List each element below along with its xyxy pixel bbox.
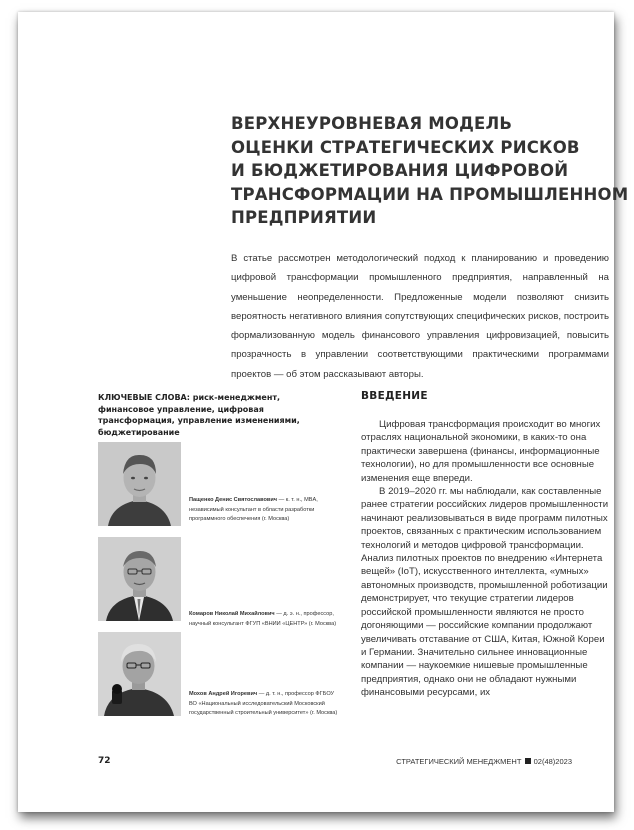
author-info: — д. т. н., профессор ФГБОУ ВО «Национальный исследовательский Московский государственный строительный университет» (г. Москва) — [189, 691, 338, 716]
keywords: КЛЮЧЕВЫЕ СЛОВА: риск-менеджмент, финансовое управление, цифровая трансформация, управление изменениями, бюджетирование — [98, 393, 300, 437]
article-title — [231, 112, 629, 230]
body-text — [361, 418, 611, 700]
page-number: 72 — [98, 756, 111, 766]
issue-number: 02(48)2023 — [533, 757, 572, 766]
section-heading: ВВЕДЕНИЕ — [361, 390, 428, 402]
body-paragraph: В 2019–2020 гг. мы наблюдали, как составленные ранее стратегии российских лидеров промышленности начинают реализовываться в виде программ пилотных проектов, связанных с практическим использованием технологий и методов цифровой трансформации. Анализ пилотных проектов по внедрению «Интернета вещей» (IoT), искусственного интеллекта, «умных» автономных производств, промышленной роботизации демонстрирует, что текущие стратегии лидеров российской промышленности являются не просто догоняющими — российские компании продолжают увеличивать отставание от США, Китая, Южной Кореи и Германии. Значительно сильнее инновационные компании — наукоемкие нишевые промышленные предприятия, однако они не обладают нужными финансовыми ресурсами, их — [361, 486, 609, 699]
author-photo-1 — [98, 442, 181, 526]
journal-page — [18, 12, 629, 812]
author-photo-3 — [98, 632, 181, 716]
title-line: ПРЕДПРИЯТИИ — [231, 208, 377, 227]
author-name: Пащенко Денис Святославович — [189, 497, 278, 503]
article-abstract: В статье рассмотрен методологический подход к планированию и проведению цифровой трансформации промышленного предприятия, направленный на уменьшение неопределенности. Предложенные модели позволяют снизить вероятность негативного влияния сопутствующих специфических рисков, построить формализованную модель финансового управления цифровизацией, повысить прозрачность в управлении соответствующими практическими программами проектов — об этом рассказывают авторы. — [231, 253, 609, 380]
author-info: — д. э. н., профессор, научный консультант ФГУП «ВНИИ «ЦЕНТР» (г. Москва) — [189, 611, 337, 627]
author-caption-1 — [189, 496, 341, 525]
running-footer — [396, 757, 572, 766]
body-paragraph: Цифровая трансформация происходит во многих отраслях национальной экономики, в каких-то она практически завершена (финансы, информационные технологии), но для промышленности все основные изменения еще впереди. — [361, 419, 601, 484]
title-line: И БЮДЖЕТИРОВАНИЯ ЦИФРОВОЙ — [231, 161, 569, 180]
title-line: ОЦЕНКИ СТРАТЕГИЧЕСКИХ РИСКОВ — [231, 137, 580, 157]
author-name: Мохов Андрей Игоревич — [189, 691, 258, 697]
author-photo-2 — [98, 537, 181, 621]
title-line: ВЕРХНЕУРОВНЕВАЯ МОДЕЛЬ — [231, 114, 513, 133]
author-name: Комаров Николай Михайлович — [189, 611, 275, 617]
author-caption-3 — [189, 690, 341, 719]
journal-name: СТРАТЕГИЧЕСКИЙ МЕНЕДЖМЕНТ — [396, 757, 522, 766]
author-caption-2 — [189, 610, 341, 629]
title-line: ТРАНСФОРМАЦИИ НА ПРОМЫШЛЕННОМ — [231, 184, 629, 204]
square-separator-icon — [525, 758, 531, 764]
author-info: — к. т. н., MBA, независимый консультант в области разработки программного обеспечения (г. Москва) — [189, 497, 318, 522]
